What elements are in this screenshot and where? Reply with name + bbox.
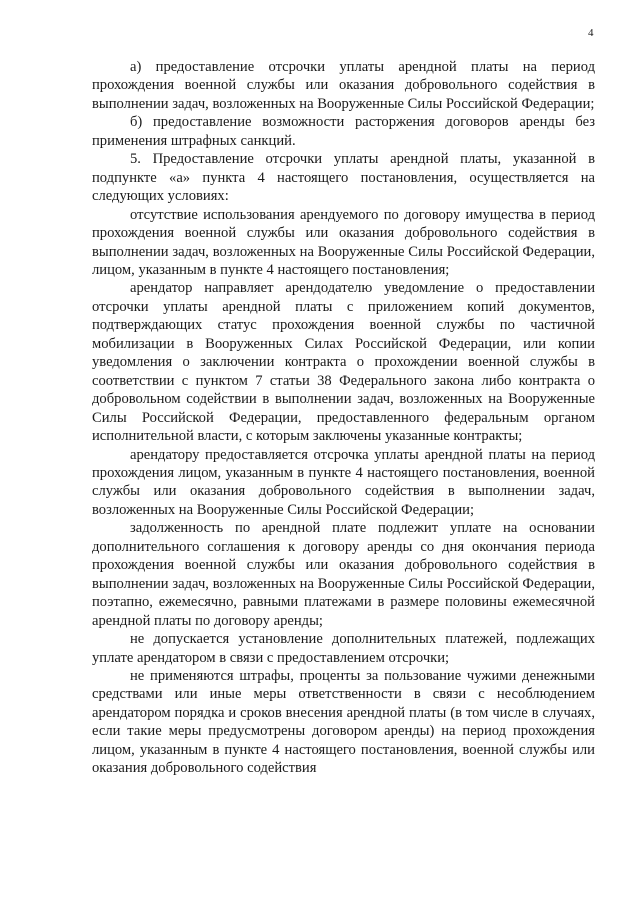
condition-debt-repayment: задолженность по арендной плате подлежит уплате на основании дополнительного соглашения к договору аренды со дня окончания периода прохождения военной службы или оказания добровольного содействия в выполнении задач, возложенных на Вооруженные Силы Российской Федерации, поэтапно, ежемесячно, равными платежами в размере половины ежемесячной арендной платы по договору аренды; xyxy=(92,520,595,629)
condition-no-extra-payments: не допускается установление дополнительных платежей, подлежащих уплате арендатором в связи с предоставлением отсрочки; xyxy=(92,631,595,666)
paragraph-4b: б) предоставление возможности расторжения договоров аренды без применения штрафных санкций. xyxy=(92,114,595,149)
condition-no-use: отсутствие использования арендуемого по договору имущества в период прохождения военной службы или оказания добровольного содействия в выполнении задач, возложенных на Вооруженные Силы Российской Федерации, лицом, указанным в пункте 4 настоящего постановления; xyxy=(92,206,595,278)
paragraph-5-intro: 5. Предоставление отсрочки уплаты арендной платы, указанной в подпункте «а» пункта 4 настоящего постановления, осуществляется на следующих условиях: xyxy=(92,151,595,205)
document-body xyxy=(92,58,595,778)
page-number: 4 xyxy=(588,27,594,39)
condition-deferral-period: арендатору предоставляется отсрочка уплаты арендной платы на период прохождения лицом, указанным в пункте 4 настоящего постановления, военной службы или оказания добровольного содействия в выполнении задач, возложенных на Вооруженные Силы Российской Федерации; xyxy=(92,446,595,518)
paragraph-4a: а) предоставление отсрочки уплаты арендной платы на период прохождения военной службы или оказания добровольного содействия в выполнении задач, возложенных на Вооруженные Силы Российской Федерации; xyxy=(92,59,595,112)
condition-notification: арендатор направляет арендодателю уведомление о предоставлении отсрочки уплаты арендной платы с приложением копий документов, подтверждающих статус прохождения военной службы по частичной мобилизации в Вооруженных Силах Российской Федерации, или копии уведомления о заключении контракта о прохождении военной службы в соответствии с пунктом 7 статьи 38 Федерального закона либо контракта о добровольном содействии в выполнении задач, возложенных на Вооруженные Силы Российской Федерации, предоставленного федеральным органом исполнительной власти, с которым заключены указанные контракты; xyxy=(92,280,595,445)
condition-no-penalties: не применяются штрафы, проценты за пользование чужими денежными средствами или иные меры ответственности в связи с несоблюдением арендатором порядка и сроков внесения арендной платы (в том числе в случаях, если такие меры предусмотрены договором аренды) на период прохождения лицом, указанным в пункте 4 настоящего постановления, военной службы или оказания добровольного содействия xyxy=(92,667,595,777)
